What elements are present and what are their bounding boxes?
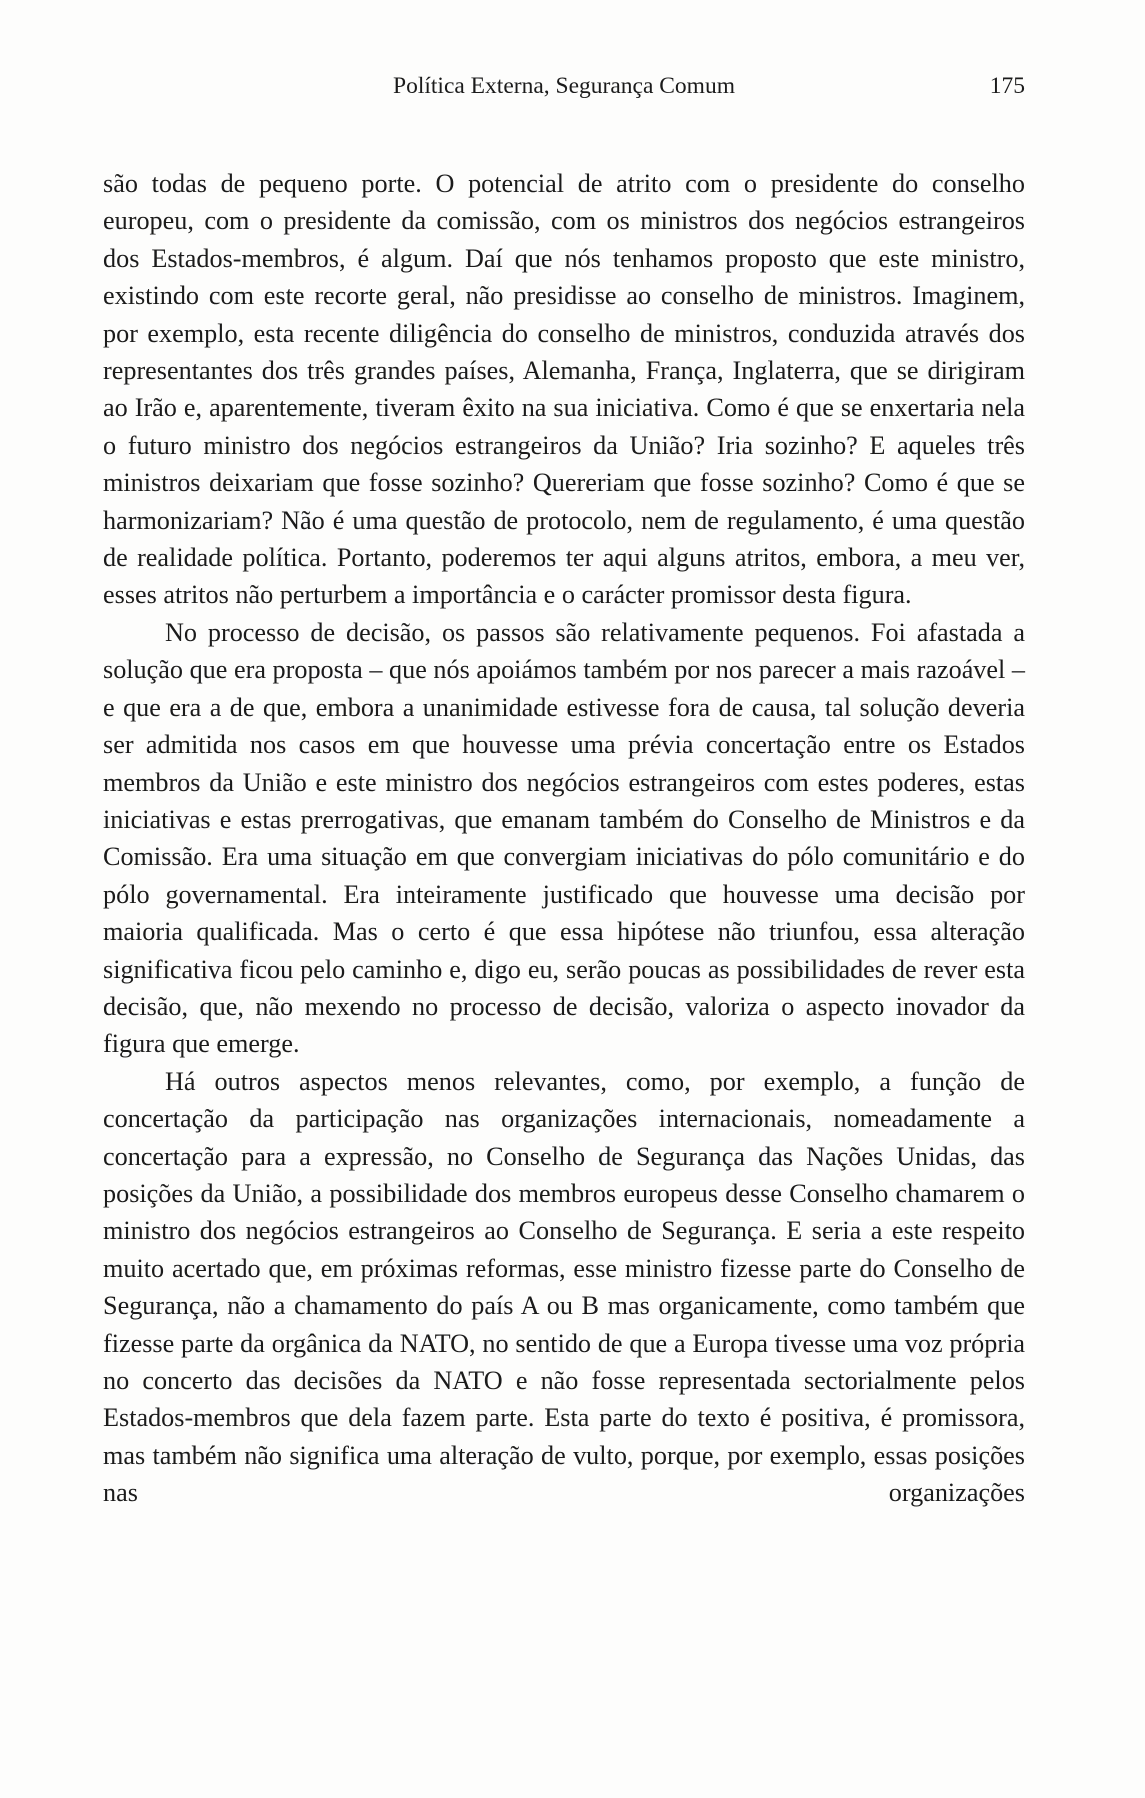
body-text — [103, 165, 1025, 1512]
paragraph-1: são todas de pequeno porte. O potencial de atrito com o presidente do conselho europeu, com o presidente da comissão, com os ministros dos negócios estrangeiros dos Estados-membros, é algum. Daí que nós tenhamos proposto que este ministro, existindo com este recorte geral, não presidisse ao conselho de ministros. Imaginem, por exemplo, esta recente diligência do conselho de ministros, conduzida através dos representantes dos três grandes países, Alemanha, França, Inglaterra, que se dirigiram ao Irão e, aparentemente, tiveram êxito na sua iniciativa. Como é que se enxertaria nela o futuro ministro dos negócios estrangeiros da União? Iria sozinho? E aqueles três ministros deixariam que fosse sozinho? Quereriam que fosse sozinho? Como é que se harmonizariam? Não é uma questão de protocolo, nem de regulamento, é uma questão de realidade política. Portanto, poderemos ter aqui alguns atritos, embora, a meu ver, esses atritos não perturbem a importância e o carácter promissor desta figura. — [103, 169, 1025, 610]
running-title: Política Externa, Segurança Comum — [393, 73, 735, 99]
page-number: 175 — [989, 73, 1025, 99]
running-head — [103, 68, 1025, 104]
paragraph-3: Há outros aspectos menos relevantes, como, por exemplo, a função de concertação da participação nas organizações internacionais, nomeadamente a concertação para a expressão, no Conselho de Segurança das Nações Unidas, das posições da União, a possibilidade dos membros europeus desse Conselho chamarem o ministro dos negócios estrangeiros ao Conselho de Segurança. E seria a este respeito muito acertado que, em próximas reformas, esse ministro fizesse parte do Conselho de Segurança, não a chamamento do país A ou B mas organicamente, como também que fizesse parte da orgânica da NATO, no sentido de que a Europa tivesse uma voz própria no concerto das decisões da NATO e não fosse representada sectorialmente pelos Estados-membros que dela fazem parte. Esta parte do texto é positiva, é promissora, mas também não significa uma alteração de vulto, porque, por exemplo, essas posições nas organizações — [103, 1066, 1025, 1508]
paragraph-2: No processo de decisão, os passos são relativamente pequenos. Foi afastada a solução que era proposta – que nós apoiámos também por nos parecer a mais razoável – e que era a de que, embora a unanimidade estivesse fora de causa, tal solução deveria ser admitida nos casos em que houvesse uma prévia concertação entre os Estados membros da União e este ministro dos negócios estrangeiros com estes poderes, estas iniciativas e estas prerrogativas, que emanam também do Conselho de Ministros e da Comissão. Era uma situação em que convergiam iniciativas do pólo comunitário e do pólo governamental. Era inteiramente justificado que houvesse uma decisão por maioria qualificada. Mas o certo é que essa hipótese não triunfou, essa alteração significativa ficou pelo caminho e, digo eu, serão poucas as possibilidades de rever esta decisão, que, não mexendo no processo de decisão, valoriza o aspecto inovador da figura que emerge. — [103, 617, 1025, 1059]
